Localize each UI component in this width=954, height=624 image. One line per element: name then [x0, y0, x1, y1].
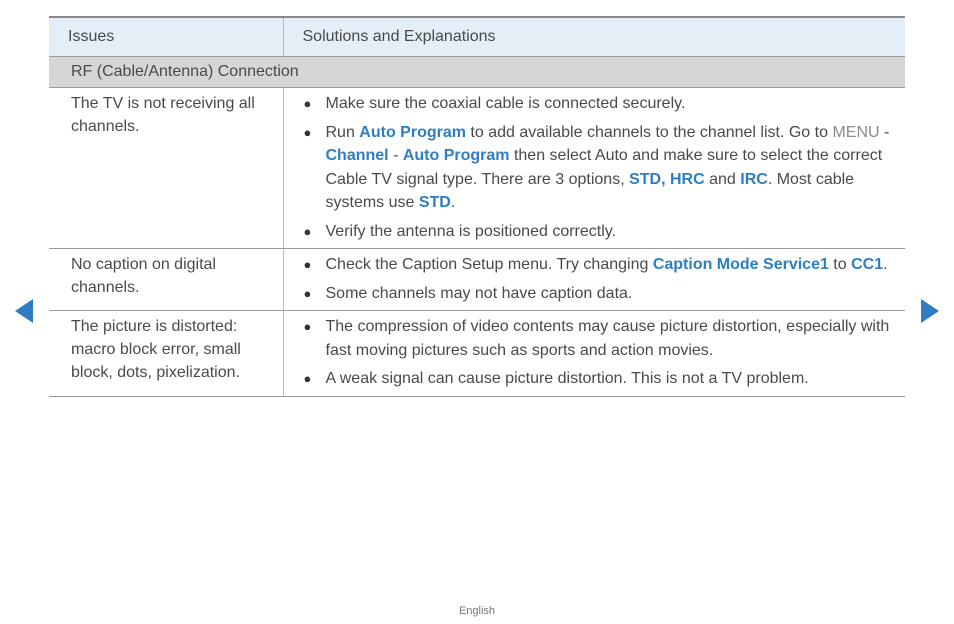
bullet-icon: ●	[303, 124, 312, 140]
table-row	[49, 311, 905, 397]
list-item: ● Some channels may not have caption data.	[304, 282, 900, 306]
list-item: ● The compression of video contents may cause picture distortion, especially with fast moving pictures such as sports and action movies.	[304, 315, 900, 362]
bullet-icon: ●	[303, 96, 312, 111]
keyword: STD, HRC	[629, 170, 705, 188]
solution-cell	[283, 311, 905, 397]
section-title: RF (Cable/Antenna) Connection	[49, 57, 905, 88]
solution-cell	[283, 88, 905, 249]
solution-cell	[283, 249, 905, 311]
table-row	[49, 88, 905, 249]
list-item: ● Run Auto Program to add available channels to the channel list. Go to MENU - Channel - Auto Program then select Auto and make sure to select the correct Cable TV signal type. There are 3 options, STD, HRC and IRC. Most cable systems use STD.	[304, 121, 900, 215]
section-row	[49, 57, 905, 88]
bullet-icon: ●	[303, 223, 312, 239]
list-item: ● Check the Caption Setup menu. Try changing Caption Mode Service1 to CC1.	[304, 253, 900, 277]
keyword: Auto Program	[402, 147, 510, 164]
keyword: STD	[418, 194, 451, 211]
footer-language: English	[458, 605, 496, 617]
keyword: Auto Program	[359, 123, 466, 141]
triangle-right-icon[interactable]	[921, 299, 939, 323]
header-issues: Issues	[49, 17, 283, 57]
keyword: CC1	[851, 256, 884, 273]
table-header	[49, 17, 905, 57]
bullet-icon: ●	[303, 285, 312, 301]
keyword: Caption Mode Service1	[652, 256, 829, 273]
keyword: Channel	[325, 147, 389, 164]
bullet-icon: ●	[303, 371, 312, 386]
issue-cell: The TV is not receiving all channels.	[49, 88, 283, 249]
keyword: IRC	[740, 170, 768, 188]
bullet-icon: ●	[303, 319, 312, 334]
bullet-icon: ●	[303, 257, 312, 272]
list-item: ● A weak signal can cause picture distortion. This is not a TV problem.	[304, 367, 900, 391]
list-item: ● Make sure the coaxial cable is connected securely.	[304, 92, 900, 116]
issue-cell: The picture is distorted: macro block error, small block, dots, pixelization.	[49, 311, 283, 397]
triangle-left-icon[interactable]	[15, 299, 33, 323]
troubleshooting-table	[49, 16, 905, 397]
table-row	[49, 249, 905, 311]
header-solutions: Solutions and Explanations	[283, 17, 905, 57]
menu-keyword: MENU	[832, 123, 880, 141]
issue-cell: No caption on digital channels.	[49, 249, 283, 311]
list-item: ● Verify the antenna is positioned correctly.	[304, 220, 900, 244]
